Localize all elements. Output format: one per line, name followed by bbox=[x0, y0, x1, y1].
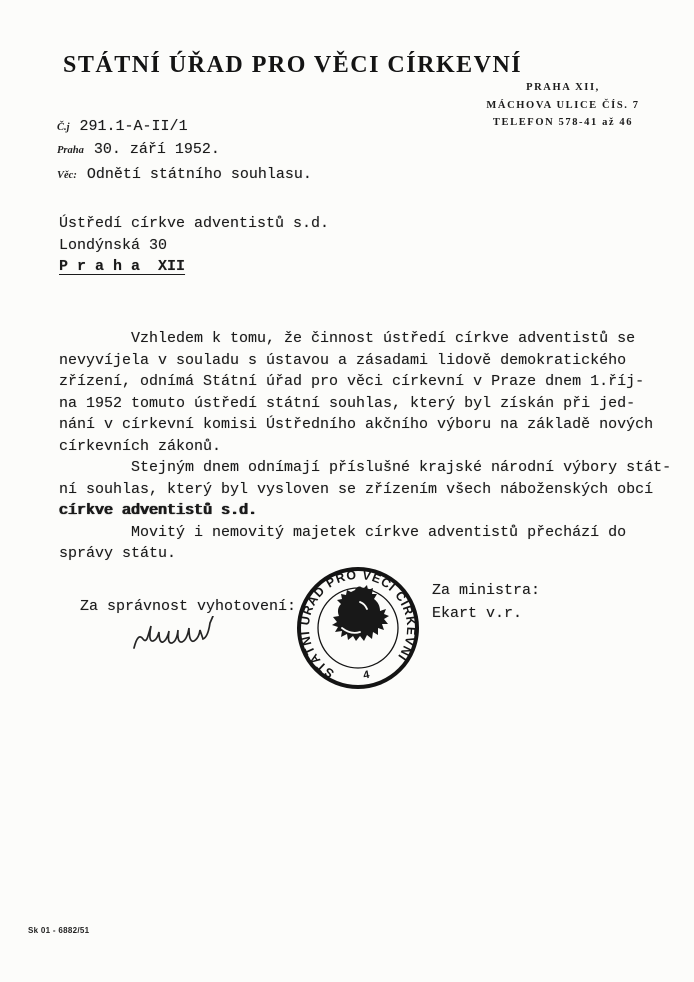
recipient-street: Londýnská 30 bbox=[59, 236, 168, 254]
reference-line bbox=[57, 118, 188, 135]
form-print-code: Sk 01 - 6882/51 bbox=[28, 926, 90, 935]
body-line: nevyvíjela v souladu s ústavou a zásadami lidově demokratického bbox=[59, 351, 627, 369]
body-line: Movitý i nemovitý majetek církve adventistů přechází do bbox=[131, 523, 627, 541]
certification-label: Za správnost vyhotovení: bbox=[80, 598, 297, 615]
recipient-block bbox=[59, 213, 329, 278]
recipient-city: P r a h a XII bbox=[59, 258, 186, 275]
handwritten-signature bbox=[128, 616, 238, 660]
subject-label: Věc: bbox=[57, 170, 77, 181]
body-line: církevních zákonů. bbox=[59, 437, 222, 455]
subject-line bbox=[57, 166, 312, 183]
date-value: 30. září 1952. bbox=[93, 141, 220, 158]
reference-label: Č.j bbox=[57, 122, 70, 133]
minister-name: Ekart v.r. bbox=[432, 605, 523, 622]
body-line: správy státu. bbox=[59, 545, 177, 562]
date-label: Praha bbox=[57, 145, 84, 156]
address-city: PRAHA XII, bbox=[526, 82, 600, 93]
body-line: Vzhledem k tomu, že činnost ústředí církve adventistů se bbox=[131, 330, 636, 347]
address-street: MÁCHOVA ULICE ČÍS. 7 bbox=[486, 99, 640, 111]
stamp-ring-text-label: STÁTNÍ ÚŘAD PRO VĚCI CÍRKEVNÍ bbox=[297, 567, 419, 681]
body-line: na 1952 tomuto ústředí státní souhlas, který byl získán při jed- bbox=[59, 394, 636, 412]
body-line: zřízení, odnímá Státní úřad pro věci církevní v Praze dnem 1.říj- bbox=[59, 373, 645, 390]
body-line: ní souhlas, který byl vysloven se zřízením všech náboženských obcí bbox=[59, 480, 654, 498]
letter-body bbox=[59, 328, 671, 565]
minister-signature-block bbox=[432, 579, 540, 625]
stamp-number-label: 4 bbox=[362, 668, 371, 682]
date-line bbox=[57, 141, 220, 158]
letterhead-address bbox=[468, 79, 658, 132]
state-emblem-lion-icon bbox=[332, 585, 389, 644]
body-line: nání v církevní komisi Ústředního akčního výboru na základě nových bbox=[59, 416, 654, 433]
reference-number: 291.1-A-II/1 bbox=[79, 118, 188, 135]
address-telephone: TELEFON 578-41 až 46 bbox=[492, 117, 634, 128]
minister-label: Za ministra: bbox=[432, 582, 541, 599]
body-line: církve adventistů s.d. bbox=[59, 502, 258, 519]
subject-value: Odnětí státního souhlasu. bbox=[86, 166, 312, 183]
official-round-stamp bbox=[292, 562, 424, 694]
recipient-organization: Ústředí církve adventistů s.d. bbox=[59, 215, 330, 232]
body-line: Stejným dnem odnímají příslušné krajské národní výbory stát- bbox=[131, 459, 672, 476]
letterhead-title: STÁTNÍ ÚŘAD PRO VĚCI CÍRKEVNÍ bbox=[63, 52, 523, 78]
